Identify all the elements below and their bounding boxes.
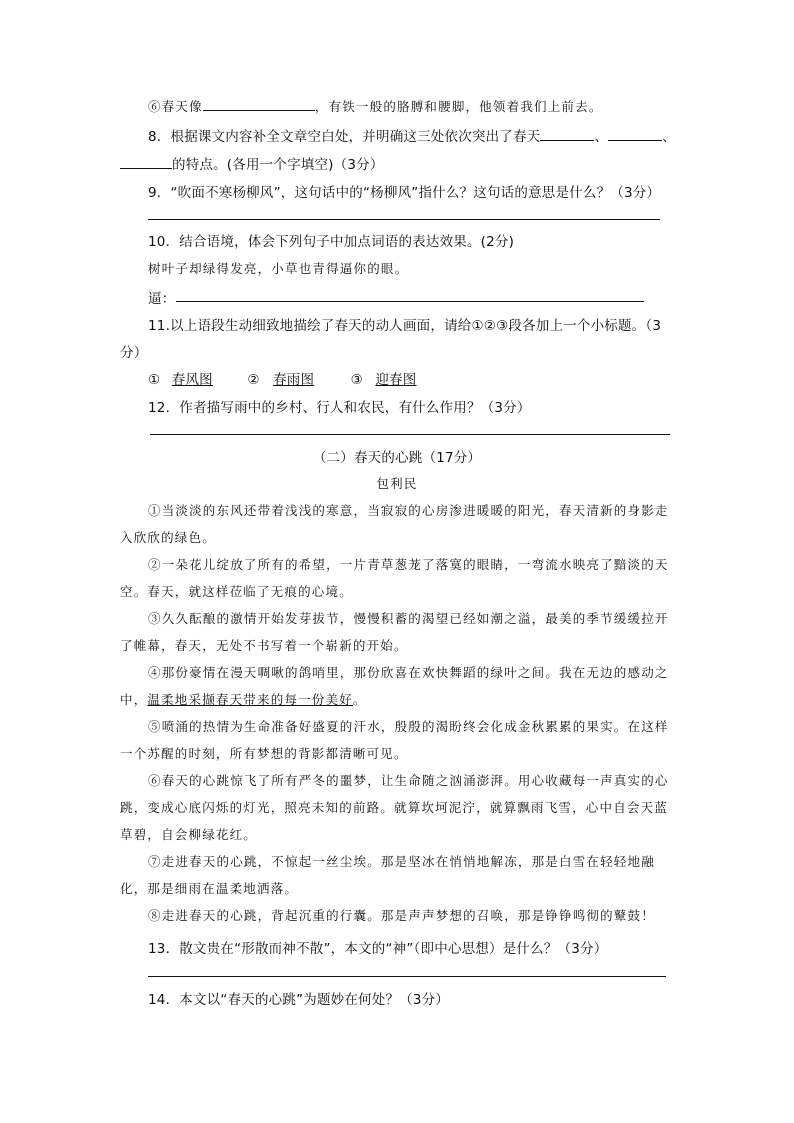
q10-sentence: 树叶子却绿得发亮，小草也青得逼你的眼。 xyxy=(148,261,409,276)
passage-line-6 xyxy=(148,96,603,115)
q8-separator: 、 xyxy=(662,129,676,145)
line6-prefix: ⑥春天像 xyxy=(148,99,203,114)
question-14: 14．本文以“春天的心跳”为题妙在何处？（3分） xyxy=(148,992,450,1008)
paragraph-2: ②一朵花儿绽放了所有的希望，一片青草葱茏了落寞的眼睛，一弯流水映亮了黯淡的天空。春天，就这样莅临了无痕的心境。 xyxy=(120,557,669,599)
q10-answer-label: 逼： xyxy=(148,291,176,307)
answer-line-q13[interactable] xyxy=(148,976,666,977)
paragraph-8: ⑧走进春天的心跳，背起沉重的行囊。那是声声梦想的召唤，那是铮铮鸣彻的鼙鼓！ xyxy=(148,908,655,923)
q8-blank-1[interactable] xyxy=(540,126,594,141)
question-12: 12．作者描写雨中的乡村、行人和农民，有什么作用？（3分） xyxy=(148,400,531,416)
q8-blank-2[interactable] xyxy=(608,126,662,141)
paragraph-1: ①当淡淡的东风还带着浅浅的寒意，当寂寂的心房渗进暖暖的阳光，春天清新的身影走入欣欣的绿色。 xyxy=(120,503,669,545)
author: 包利民 xyxy=(376,476,418,491)
passage xyxy=(120,497,680,929)
q11-answer-3[interactable]: ③ 迎春图 xyxy=(350,372,417,388)
paragraph-7: ⑦走进春天的心跳，不惊起一丝尘埃。那是坚冰在悄悄地解冻，那是白雪在轻轻地融化，那是细雨在温柔地洒落。 xyxy=(120,854,655,896)
question-11-line-2: 分） xyxy=(120,345,148,361)
paragraph-6: ⑥春天的心跳惊飞了所有严冬的噩梦，让生命随之汹涌澎湃。用心收藏每一声真实的心跳，变成心底闪烁的灯光，照亮未知的前路。就算坎坷泥泞，就算飘雨飞雪，心中自会天蓝草碧，自会柳绿花红。 xyxy=(120,773,669,842)
question-13: 13．散文贵在“形散而神不散”，本文的“神”（即中心思想）是什么？（3分） xyxy=(148,941,608,957)
q10-answer-row xyxy=(148,287,175,307)
q8-blank-3[interactable] xyxy=(120,154,172,169)
q11-answer-1[interactable]: ① 春风图 xyxy=(148,372,213,388)
answer-line-q9[interactable] xyxy=(148,219,660,220)
line6-suffix: ，有铁一般的胳膊和腰脚，他领着我们上前去。 xyxy=(314,99,603,114)
question-8-line-2 xyxy=(120,153,384,173)
q11-answer-2[interactable]: ② 春雨图 xyxy=(247,372,315,388)
answer-line-q12[interactable] xyxy=(150,434,670,435)
q8-separator: 、 xyxy=(594,129,609,145)
answer-line-q10[interactable] xyxy=(176,301,644,302)
q11-answers xyxy=(148,368,429,388)
q8-text: 8．根据课文内容补全文章空白处，并明确这三处依次突出了春天 xyxy=(148,129,541,145)
question-10: 10．结合语境，体会下列句子中加点词语的表达效果。(2分) xyxy=(148,234,515,250)
question-9: 9．“吹面不寒杨柳风”，这句话中的“杨柳风”指什么？这句话的意思是什么？（3分） xyxy=(148,185,661,201)
paragraph-3: ③久久酝酿的激情开始发芽拔节，慢慢积蓄的渴望已经如潮之溢，最美的季节缓缓拉开了帷幕，春天，无处不书写着一个崭新的开始。 xyxy=(120,611,669,653)
question-11-line-1: 11.以上语段生动细致地描绘了春天的动人画面，请给①②③段各加上一个小标题。（3 xyxy=(148,318,662,334)
paragraph-5: ⑤喷涌的热情为生命准备好盛夏的汗水，殷殷的渴盼终会化成金秋累累的果实。在这样一个苏醒的时刻，所有梦想的背影都清晰可见。 xyxy=(120,719,669,761)
section-2-title: （二）春天的心跳（17分） xyxy=(312,450,482,466)
fill-blank-1[interactable] xyxy=(203,96,315,111)
underlined-phrase: 温柔地采撷春天带来的每一份美好 xyxy=(147,692,353,707)
question-8-line-1 xyxy=(148,125,676,145)
paragraph-4: ④那份豪情在漫天啁啾的鸽哨里，那份欣喜在欢快舞蹈的绿叶之间。我在无边的感动之中，温柔地采撷春天带来的每一份美好。 xyxy=(120,665,669,707)
q8-text-2: 的特点。(各用一个字填空)（3分） xyxy=(172,157,384,173)
